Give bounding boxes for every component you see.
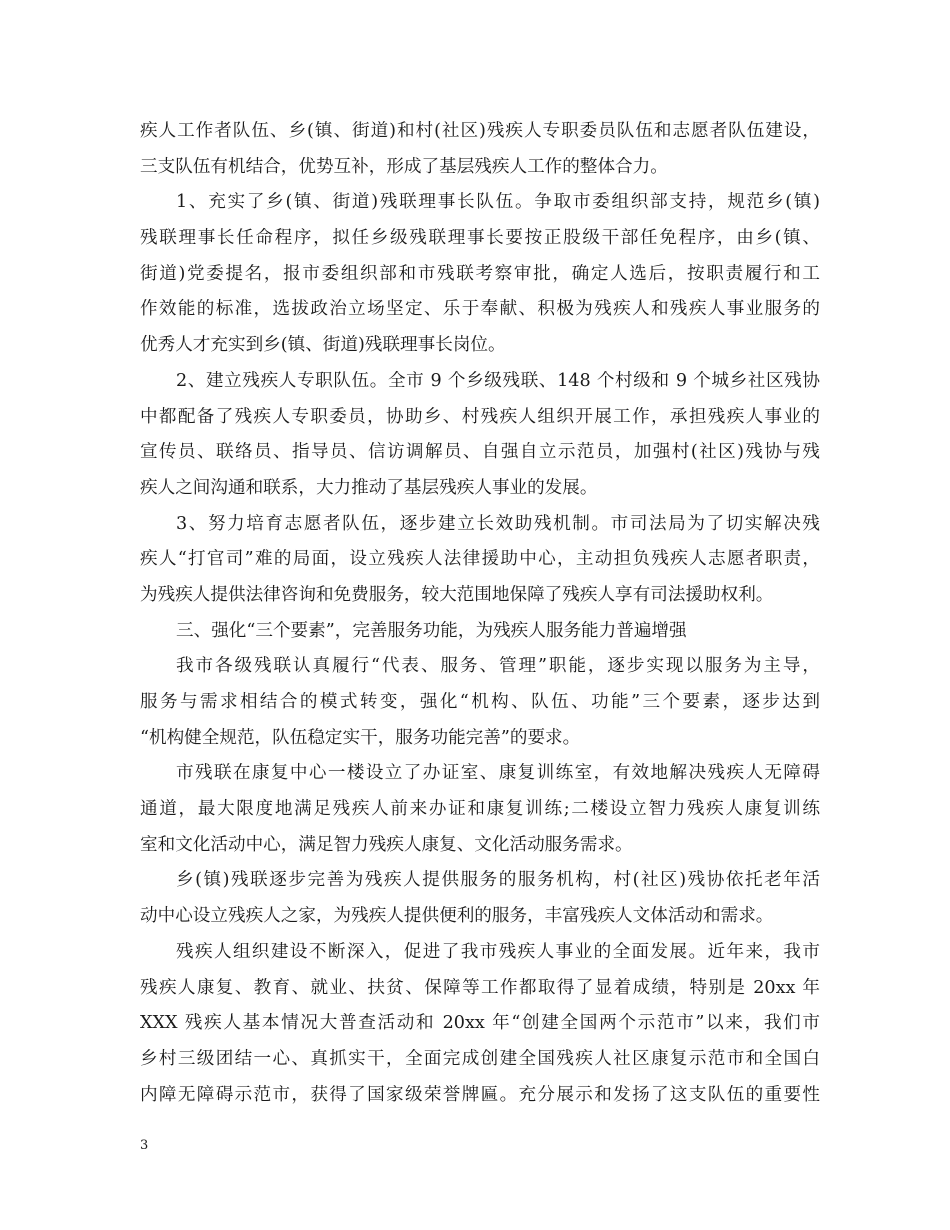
text-line: “机构健全规范，队伍稳定实干，服务功能完善”的要求。 <box>140 727 581 748</box>
text-line: 室和文化活动中心，满足智力残疾人康复、文化活动服务需求。 <box>140 834 633 855</box>
text-line: XXX 残疾人基本情况大普查活动和 20xx 年“创建全国两个示范市”以来，我们市 <box>140 1013 820 1034</box>
text-line: 3、努力培育志愿者队伍，逐步建立长效助残机制。市司法局为了切实解决残 <box>176 513 820 534</box>
text-line: 优秀人才充实到乡(镇、街道)残联理事长岗位。 <box>140 335 506 356</box>
text-line: 2、建立残疾人专职队伍。全市 9 个乡级残联、148 个村级和 9 个城乡社区残协 <box>176 370 820 391</box>
text-line: 乡村三级团结一心、真抓实干，全面完成创建全国残疾人社区康复示范市和全国白 <box>140 1048 820 1069</box>
page-number: 3 <box>140 1138 149 1153</box>
text-line: 我市各级残联认真履行“代表、服务、管理”职能，逐步实现以服务为主导， <box>176 656 820 677</box>
text-line: 内障无障碍示范市，获得了国家级荣誉牌匾。充分展示和发扬了这支队伍的重要性 <box>140 1084 820 1105</box>
text-line: 作效能的标准，选拔政治立场坚定、乐于奉献、积极为残疾人和残疾人事业服务的 <box>140 299 820 320</box>
body-text <box>140 114 820 1113</box>
text-line: 动中心设立残疾人之家，为残疾人提供便利的服务，丰富残疾人文体活动和需求。 <box>140 906 774 927</box>
text-line: 残疾人组织建设不断深入，促进了我市残疾人事业的全面发展。近年来，我市 <box>176 941 820 962</box>
text-line: 服务与需求相结合的模式转变，强化“机构、队伍、功能”三个要素，逐步达到 <box>140 692 820 712</box>
text-line: 通道，最大限度地满足残疾人前来办证和康复训练;二楼设立智力残疾人康复训练 <box>140 799 820 820</box>
text-line: 市残联在康复中心一楼设立了办证室、康复训练室，有效地解决残疾人无障碍 <box>176 763 820 784</box>
text-line: 疾人“打官司”难的局面，设立残疾人法律援助中心，主动担负残疾人志愿者职责， <box>140 549 820 570</box>
text-line: 三支队伍有机结合，优势互补，形成了基层残疾人工作的整体合力。 <box>140 156 668 177</box>
text-line: 宣传员、联络员、指导员、信访调解员、自强自立示范员，加强村(社区)残协与残 <box>140 442 820 463</box>
text-line: 疾人之间沟通和联系，大力推动了基层残疾人事业的发展。 <box>140 477 598 498</box>
text-line: 街道)党委提名，报市委组织部和市残联考察审批，确定人选后，按职责履行和工 <box>140 263 820 284</box>
section-heading: 三、强化“三个要素”，完善服务功能，为残疾人服务能力普遍增强 <box>176 620 687 641</box>
text-line: 残疾人康复、教育、就业、扶贫、保障等工作都取得了显着成绩，特别是 20xx 年 <box>140 977 820 998</box>
text-line: 乡(镇)残联逐步完善为残疾人提供服务的服务机构，村(社区)残协依托老年活 <box>176 870 820 891</box>
text-line: 疾人工作者队伍、乡(镇、街道)和村(社区)残疾人专职委员队伍和志愿者队伍建设， <box>140 121 820 141</box>
text-line: 残联理事长任命程序，拟任乡级残联理事长要按正股级干部任免程序，由乡(镇、 <box>140 228 820 249</box>
text-line: 为残疾人提供法律咨询和免费服务，较大范围地保障了残疾人享有司法援助权利。 <box>140 584 774 605</box>
text-line: 中都配备了残疾人专职委员，协助乡、村残疾人组织开展工作，承担残疾人事业的 <box>140 406 820 427</box>
text-line: 1、充实了乡(镇、街道)残联理事长队伍。争取市委组织部支持，规范乡(镇) <box>176 192 820 213</box>
